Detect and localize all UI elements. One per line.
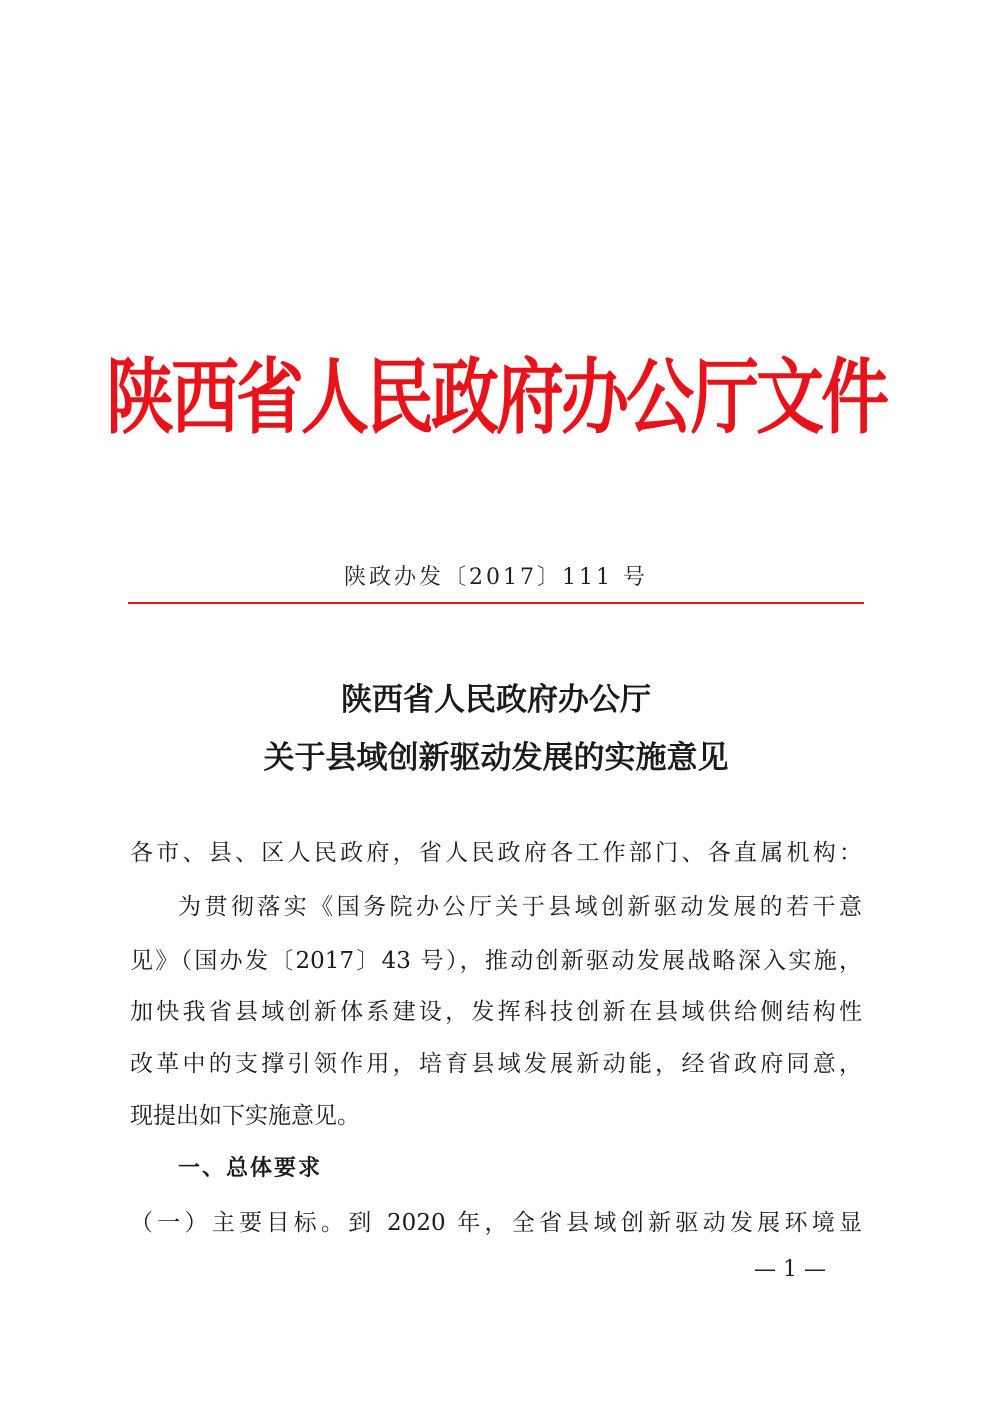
salutation: 各市、县、区人民政府，省人民政府各工作部门、各直属机构： — [130, 840, 862, 866]
paragraph-line: 为贯彻落实《国务院办公厅关于县域创新驱动发展的若干意 — [178, 894, 862, 920]
paragraph-line: 加快我省县域创新体系建设，发挥科技创新在县域供给侧结构性 — [130, 999, 862, 1025]
red-divider-line — [128, 602, 864, 604]
document-number: 陕政办发〔2017〕111 号 — [344, 565, 648, 590]
masthead-title: 陕西省人民政府办公厅文件 — [105, 350, 886, 446]
page-number: — 1 — — [754, 1257, 826, 1282]
subsection-line: （一）主要目标。到 2020 年，全省县域创新驱动发展环境显 — [130, 1210, 862, 1236]
paragraph-line: 改革中的支撑引领作用，培育县域发展新动能，经省政府同意， — [130, 1051, 862, 1077]
document-title-line-1: 陕西省人民政府办公厅 — [341, 682, 651, 718]
section-heading: 一、总体要求 — [178, 1156, 323, 1181]
document-title-line-2: 关于县域创新驱动发展的实施意见 — [263, 740, 729, 776]
paragraph-line: 见》（国办发〔2017〕43 号），推动创新驱动发展战略深入实施， — [130, 948, 862, 974]
paragraph-line: 现提出如下实施意见。 — [130, 1103, 360, 1129]
